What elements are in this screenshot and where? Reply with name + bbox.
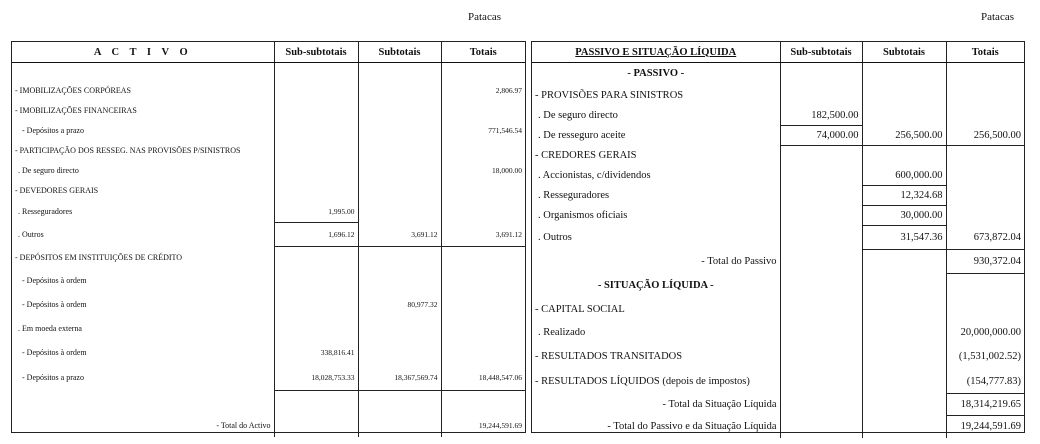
table-row xyxy=(532,226,1024,250)
cell: 256,500.00 xyxy=(862,126,946,146)
cell xyxy=(358,141,441,161)
cell xyxy=(780,85,862,106)
cell: 338,816.41 xyxy=(274,341,358,365)
cell xyxy=(274,391,358,415)
cell xyxy=(274,269,358,293)
cell xyxy=(358,341,441,365)
row-label: - RESULTADOS TRANSITADOS xyxy=(535,351,683,362)
row-label: . De resseguro aceite xyxy=(538,130,626,141)
cell: 600,000.00 xyxy=(862,166,946,186)
cell: (154,777.83) xyxy=(946,370,1024,394)
cell xyxy=(274,81,358,101)
table-row xyxy=(12,391,525,415)
cell xyxy=(441,141,525,161)
table-row xyxy=(12,121,525,141)
table-row xyxy=(12,293,525,317)
cell: 20,000,000.00 xyxy=(946,322,1024,344)
cell xyxy=(862,370,946,394)
total-liabilities-label: - Total do Passivo xyxy=(701,256,777,267)
grand-total-label: - Total do Passivo e da Situação Líquida xyxy=(607,421,777,432)
cell xyxy=(274,63,358,81)
cell xyxy=(358,269,441,293)
section-title-situacao: - SITUAÇÃO LÍQUIDA - xyxy=(597,280,714,291)
cell xyxy=(274,415,358,437)
row-label: - CAPITAL SOCIAL xyxy=(535,304,625,315)
currency-label-right: Patacas xyxy=(981,11,1014,23)
table-row xyxy=(12,101,525,121)
cell xyxy=(274,161,358,181)
col-header-passivo: PASSIVO E SITUAÇÃO LÍQUIDA xyxy=(532,42,780,63)
cell xyxy=(780,206,862,226)
cell xyxy=(946,298,1024,322)
cell xyxy=(862,106,946,126)
cell: 30,000.00 xyxy=(862,206,946,226)
cell xyxy=(862,250,946,274)
cell xyxy=(780,322,862,344)
section-row xyxy=(532,274,1024,298)
cell xyxy=(358,101,441,121)
cell xyxy=(946,146,1024,166)
cell xyxy=(862,146,946,166)
total-assets-value: 19,244,591.69 xyxy=(441,415,525,437)
cell xyxy=(358,391,441,415)
cell xyxy=(862,322,946,344)
col-header-activo: A C T I V O xyxy=(12,42,274,63)
row-label xyxy=(12,63,274,81)
col-header-totais: Totais xyxy=(946,42,1024,63)
grand-total-row xyxy=(532,416,1024,438)
table-row xyxy=(532,186,1024,206)
row-label xyxy=(12,391,274,415)
cell xyxy=(946,63,1024,85)
row-label: . Accionistas, c/dividendos xyxy=(538,170,651,181)
cell: 3,691.12 xyxy=(358,223,441,247)
cell: 18,448,547.06 xyxy=(441,365,525,391)
row-label: . Resseguradores xyxy=(538,190,610,201)
section-row xyxy=(532,63,1024,85)
cell xyxy=(441,181,525,201)
cell xyxy=(358,81,441,101)
cell: (1,531,002.52) xyxy=(946,344,1024,370)
cell xyxy=(946,206,1024,226)
cell xyxy=(358,63,441,81)
cell xyxy=(780,166,862,186)
cell xyxy=(358,201,441,223)
table-row xyxy=(12,81,525,101)
cell: 31,547.36 xyxy=(862,226,946,250)
cell xyxy=(441,247,525,269)
table-row xyxy=(532,322,1024,344)
cell xyxy=(274,247,358,269)
col-header-sub-subtotais: Sub-subtotais xyxy=(274,42,358,63)
cell xyxy=(780,416,862,438)
cell xyxy=(780,226,862,250)
cell xyxy=(780,370,862,394)
table-row xyxy=(12,161,525,181)
total-assets-label: - Total do Activo xyxy=(216,421,271,430)
cell xyxy=(780,186,862,206)
table-row xyxy=(532,344,1024,370)
table-row xyxy=(12,181,525,201)
cell xyxy=(946,85,1024,106)
cell xyxy=(358,317,441,341)
liabilities-header-row xyxy=(532,42,1024,63)
cell xyxy=(780,298,862,322)
row-label: . De seguro directo xyxy=(538,110,618,121)
row-label: - Depósitos à ordem xyxy=(22,300,87,309)
table-row xyxy=(12,201,525,223)
cell: 2,806.97 xyxy=(441,81,525,101)
cell: 182,500.00 xyxy=(780,106,862,126)
total-equity-value: 18,314,219.65 xyxy=(946,394,1024,416)
total-liabilities-value: 930,372.04 xyxy=(946,250,1024,274)
row-label: - DEPÓSITOS EM INSTITUIÇÕES DE CRÉDITO xyxy=(15,253,183,262)
cell xyxy=(274,293,358,317)
row-label: . Realizado xyxy=(538,327,586,338)
cell xyxy=(441,269,525,293)
cell: 12,324.68 xyxy=(862,186,946,206)
row-label: . Em moeda externa xyxy=(18,324,82,333)
cell: 80,977.32 xyxy=(358,293,441,317)
table-row xyxy=(12,365,525,391)
row-label: . Outros xyxy=(18,230,44,239)
cell xyxy=(946,106,1024,126)
cell xyxy=(441,101,525,121)
cell xyxy=(358,415,441,437)
col-header-subtotais: Subtotais xyxy=(862,42,946,63)
table-row xyxy=(12,223,525,247)
row-label: - RESULTADOS LÍQUIDOS (depois de impostos) xyxy=(535,376,750,387)
total-assets-row xyxy=(12,415,525,437)
cell xyxy=(862,298,946,322)
cell: 1,995.00 xyxy=(274,201,358,223)
row-label: - Depósitos à ordem xyxy=(22,276,87,285)
cell: 1,696.12 xyxy=(274,223,358,247)
cell xyxy=(441,201,525,223)
table-row xyxy=(12,269,525,293)
cell xyxy=(862,416,946,438)
cell xyxy=(358,161,441,181)
cell xyxy=(358,181,441,201)
cell: 18,028,753.33 xyxy=(274,365,358,391)
table-row xyxy=(532,166,1024,186)
col-header-subtotais: Subtotais xyxy=(358,42,441,63)
cell xyxy=(780,344,862,370)
table-row xyxy=(12,317,525,341)
row-label: . De seguro directo xyxy=(18,166,79,175)
table-row xyxy=(12,141,525,161)
table-row xyxy=(532,206,1024,226)
cell xyxy=(274,141,358,161)
row-label: . Outros xyxy=(538,232,572,243)
cell xyxy=(780,250,862,274)
table-row xyxy=(532,298,1024,322)
cell xyxy=(862,85,946,106)
row-label: - DEVEDORES GERAIS xyxy=(15,186,99,195)
cell xyxy=(780,63,862,85)
cell xyxy=(946,186,1024,206)
total-liabilities-row xyxy=(532,250,1024,274)
cell xyxy=(358,247,441,269)
row-label: - IMOBILIZAÇÕES FINANCEIRAS xyxy=(15,106,137,115)
assets-header-row xyxy=(12,42,525,63)
cell: 256,500.00 xyxy=(946,126,1024,146)
cell xyxy=(358,121,441,141)
row-label: - Depósitos à ordem xyxy=(22,348,87,357)
row-label: . Resseguradores xyxy=(18,207,73,216)
row-label: - CREDORES GERAIS xyxy=(535,150,637,161)
cell xyxy=(274,317,358,341)
section-title-passivo: - PASSIVO - xyxy=(627,68,685,80)
table-row xyxy=(532,126,1024,146)
table-row xyxy=(12,247,525,269)
cell: 771,546.54 xyxy=(441,121,525,141)
row-label: - PARTICIPAÇÃO DOS RESSEG. NAS PROVISÕES P/SINISTROS xyxy=(15,146,241,155)
table-row xyxy=(12,63,525,81)
table-row xyxy=(12,341,525,365)
cell xyxy=(946,166,1024,186)
row-label: - Depósitos a prazo xyxy=(22,373,84,382)
row-label: - IMOBILIZAÇÕES CORPÓREAS xyxy=(15,86,132,95)
cell xyxy=(274,121,358,141)
liabilities-equity-table xyxy=(531,41,1025,433)
cell xyxy=(441,63,525,81)
cell xyxy=(441,317,525,341)
cell xyxy=(780,146,862,166)
cell xyxy=(946,274,1024,298)
table-row xyxy=(532,85,1024,106)
cell xyxy=(862,344,946,370)
cell: 18,000.00 xyxy=(441,161,525,181)
total-equity-row xyxy=(532,394,1024,416)
total-equity-label: - Total da Situação Líquida xyxy=(662,399,777,410)
grand-total-value: 19,244,591.69 xyxy=(946,416,1024,438)
cell xyxy=(780,274,862,298)
table-row xyxy=(532,370,1024,394)
cell xyxy=(862,274,946,298)
cell xyxy=(862,63,946,85)
assets-table xyxy=(11,41,526,433)
cell: 673,872.04 xyxy=(946,226,1024,250)
table-row xyxy=(532,106,1024,126)
cell xyxy=(441,341,525,365)
row-label: - Depósitos a prazo xyxy=(22,126,84,135)
table-row xyxy=(532,146,1024,166)
cell xyxy=(274,101,358,121)
row-label: - PROVISÕES PARA SINISTROS xyxy=(535,89,684,101)
cell xyxy=(441,391,525,415)
cell: 74,000.00 xyxy=(780,126,862,146)
col-header-sub-subtotais: Sub-subtotais xyxy=(780,42,862,63)
cell xyxy=(780,394,862,416)
row-label: . Organismos oficiais xyxy=(538,210,628,221)
cell xyxy=(274,181,358,201)
cell xyxy=(441,293,525,317)
cell xyxy=(862,394,946,416)
col-header-totais: Totais xyxy=(441,42,525,63)
cell: 18,367,569.74 xyxy=(358,365,441,391)
currency-label-left: Patacas xyxy=(468,11,501,23)
cell: 3,691.12 xyxy=(441,223,525,247)
